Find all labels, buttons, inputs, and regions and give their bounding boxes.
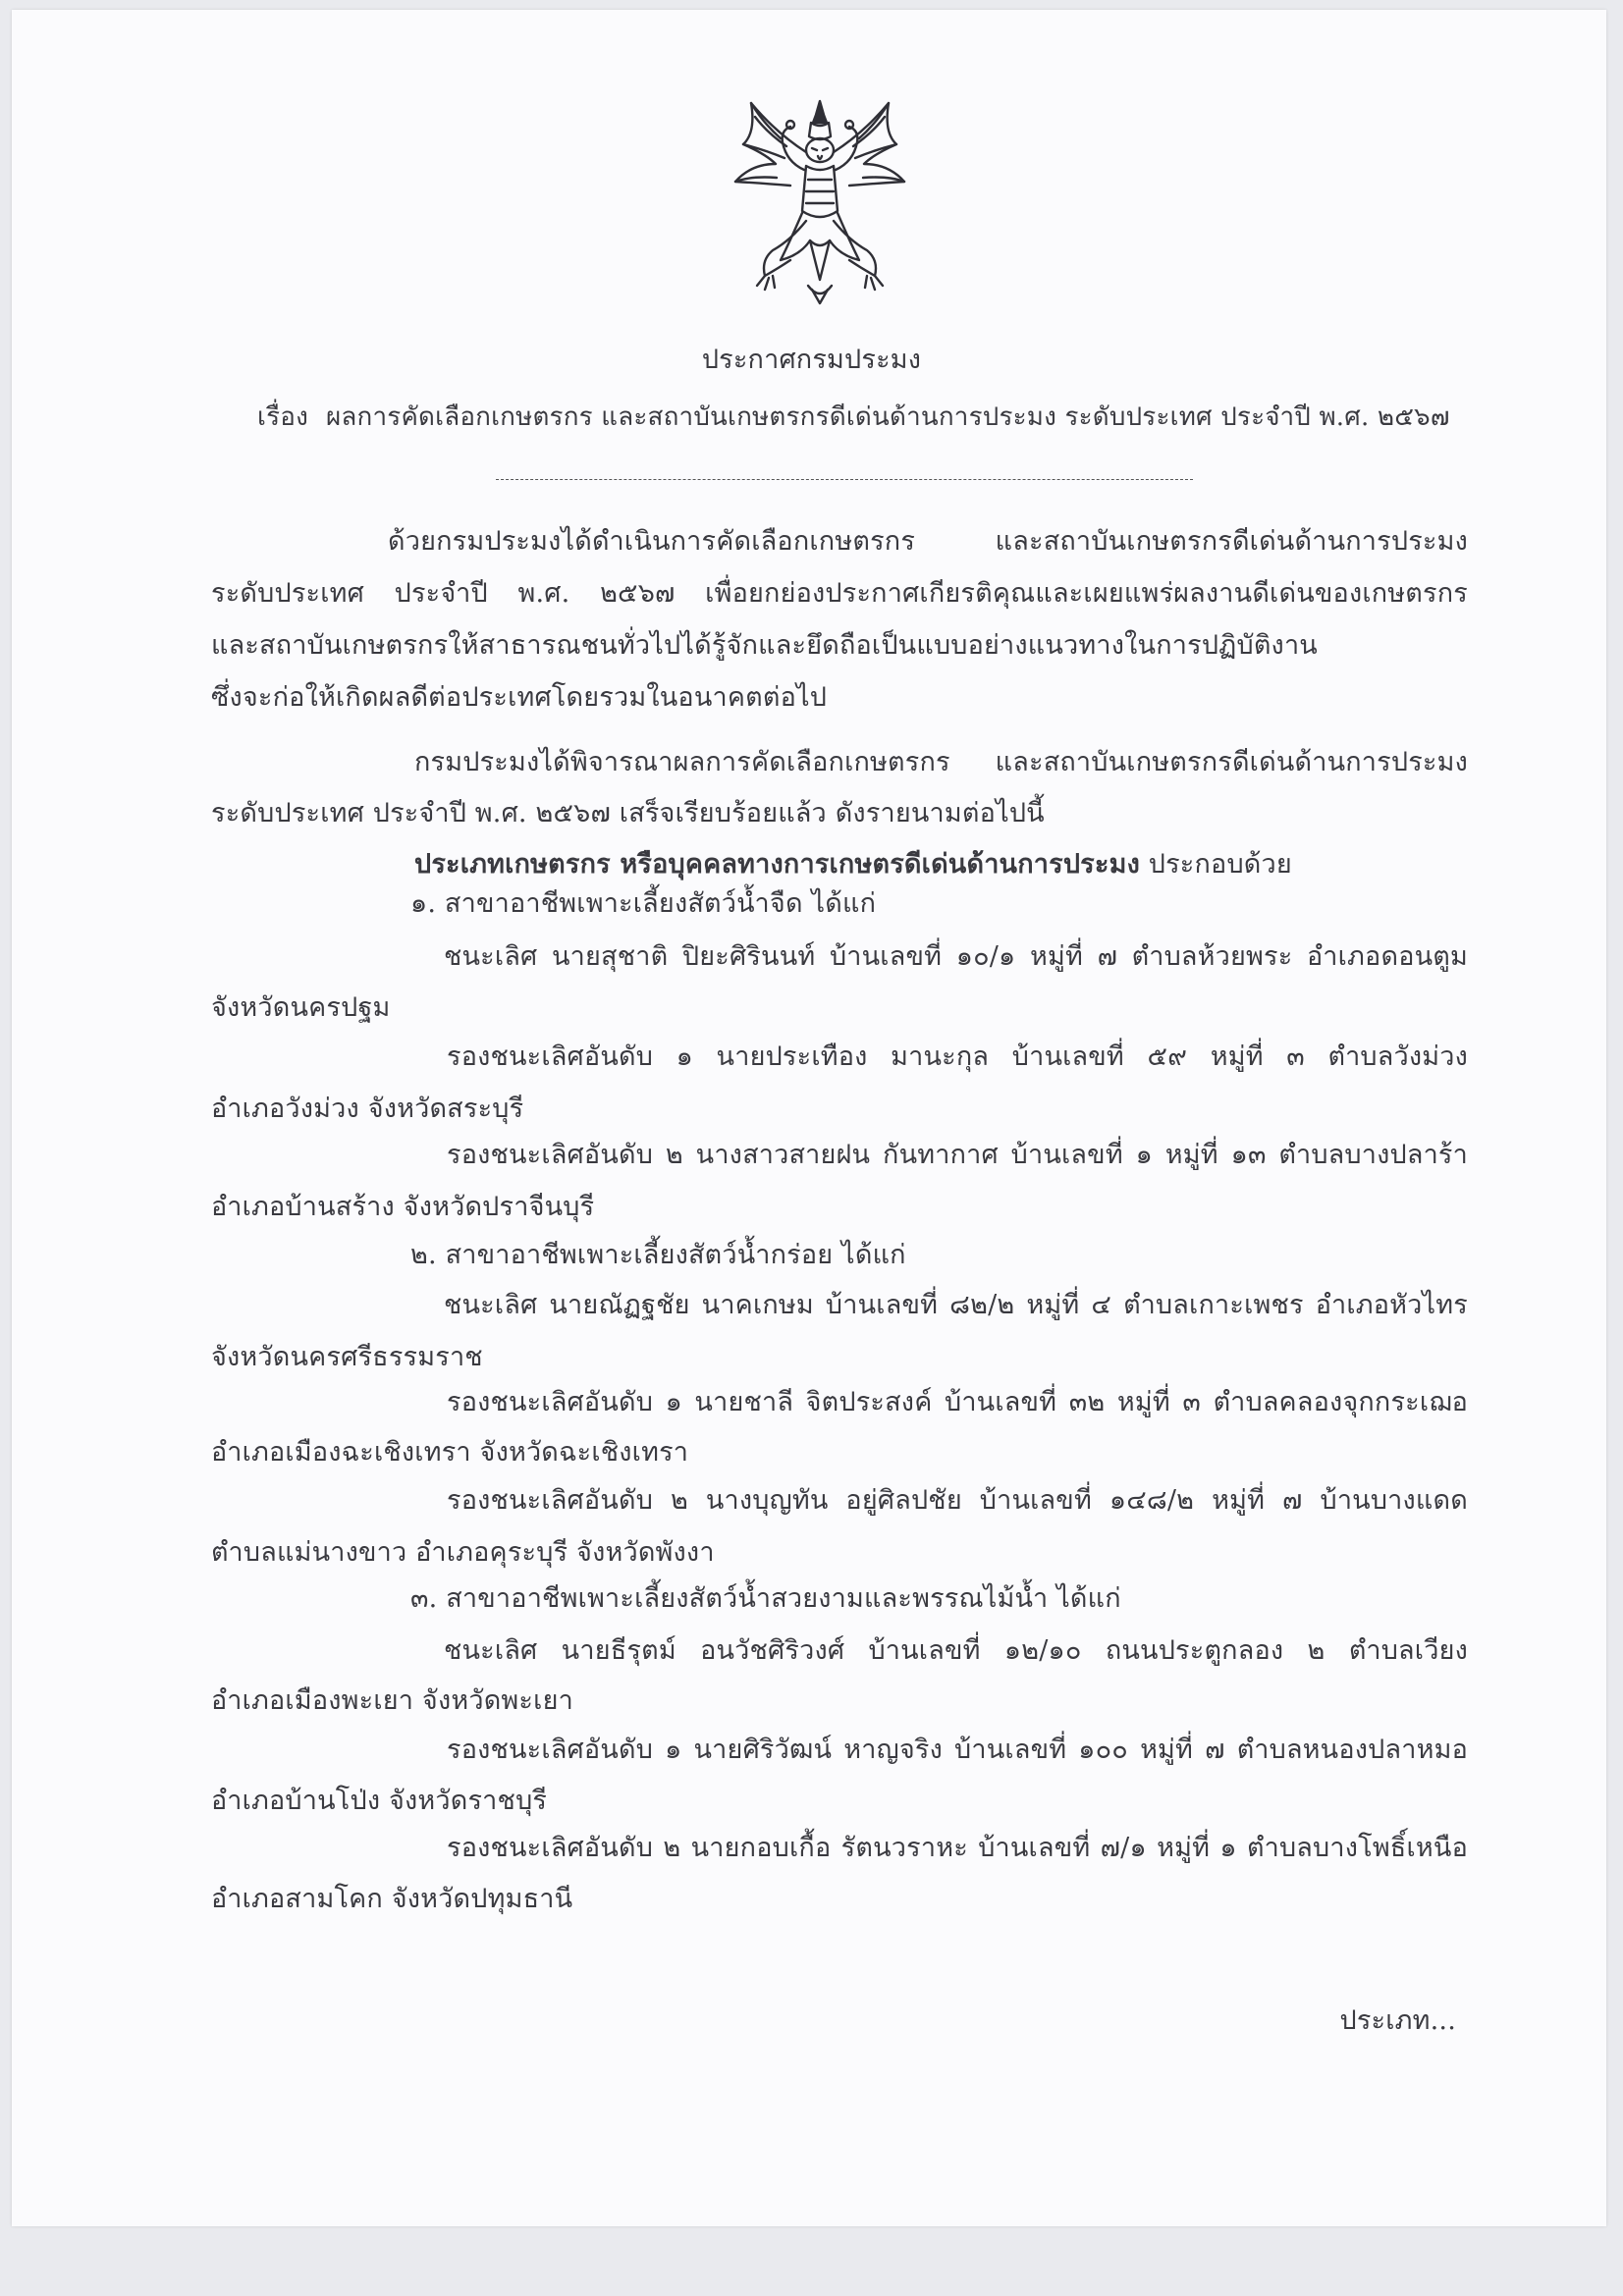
subject-line [257, 400, 1450, 434]
branch-2-award-2-line1: รองชนะเลิศอันดับ ๑ นายชาลี จิตประสงค์ บ้านเลขที่ ๓๒ หมู่ที่ ๓ ตำบลคลองจุกกระเฌอ [447, 1387, 1468, 1417]
branch-1-award-2-line2: อำเภอวังม่วง จังหวัดสระบุรี [211, 1094, 524, 1124]
category-title [414, 848, 1292, 881]
garuda-emblem-icon [722, 93, 918, 309]
branch-1-award-3-line1: รองชนะเลิศอันดับ ๒ นางสาวสายฝน กันทากาศ บ้านเลขที่ ๑ หมู่ที่ ๑๓ ตำบลบางปลาร้า [447, 1140, 1468, 1170]
branch-3-award-1-line1: ชนะเลิศ นายธีรุตม์ อนวัชศิริวงศ์ บ้านเลขที่ ๑๒/๑๐ ถนนประตูกลอง ๒ ตำบลเวียง [444, 1635, 1468, 1666]
subject-text: ผลการคัดเลือกเกษตรกร และสถาบันเกษตรกรดีเด่นด้านการประมง ระดับประเทศ ประจำปี พ.ศ. ๒๕๖๗ [325, 402, 1450, 432]
branch-1-award-1-line1: ชนะเลิศ นายสุชาติ ปิยะศิรินนท์ บ้านเลขที่ ๑๐/๑ หมู่ที่ ๗ ตำบลห้วยพระ อำเภอดอนตูม [444, 941, 1468, 972]
organization-title: ประกาศกรมประมง [701, 345, 922, 375]
branch-3-award-1-line2: อำเภอเมืองพะเยา จังหวัดพะเยา [211, 1685, 573, 1716]
subject-label: เรื่อง [257, 402, 308, 432]
consideration-line-1: กรมประมงได้พิจารณาผลการคัดเลือกเกษตรกร และสถาบันเกษตรกรดีเด่นด้านการประมง [414, 747, 1468, 777]
branch-2-award-2-line2: อำเภอเมืองฉะเชิงเทรา จังหวัดฉะเชิงเทรา [211, 1437, 689, 1468]
branch-2-award-3-line2: ตำบลแม่นางขาว อำเภอคุระบุรี จังหวัดพังงา [211, 1537, 715, 1568]
page-continuation: ประเภท... [1339, 2005, 1456, 2036]
branch-2-award-3-line1: รองชนะเลิศอันดับ ๒ นางบุญทัน อยู่ศิลปชัย บ้านเลขที่ ๑๔๘/๒ หมู่ที่ ๗ บ้านบางแดด [447, 1485, 1468, 1516]
consideration-line-2: ระดับประเทศ ประจำปี พ.ศ. ๒๕๖๗ เสร็จเรียบร้อยแล้ว ดังรายนามต่อไปนี้ [211, 798, 1045, 828]
branch-3-award-3-line2: อำเภอสามโคก จังหวัดปทุมธานี [211, 1884, 573, 1914]
intro-line-4: ซึ่งจะก่อให้เกิดผลดีต่อประเทศโดยรวมในอนาคตต่อไป [211, 682, 828, 713]
branch-1-award-1-line2: จังหวัดนครปฐม [211, 992, 391, 1023]
intro-line-1: ด้วยกรมประมงได้ดำเนินการคัดเลือกเกษตรกร และสถาบันเกษตรกรดีเด่นด้านการประมง [388, 526, 1468, 557]
branch-3-award-2-line1: รองชนะเลิศอันดับ ๑ นายศิริวัฒน์ หาญจริง บ้านเลขที่ ๑๐๐ หมู่ที่ ๗ ตำบลหนองปลาหมอ [447, 1735, 1468, 1765]
branch-1-award-3-line2: อำเภอบ้านสร้าง จังหวัดปราจีนบุรี [211, 1192, 595, 1222]
branch-2-award-1-line2: จังหวัดนครศรีธรรมราช [211, 1342, 483, 1372]
branch-3-heading: ๓. สาขาอาชีพเพาะเลี้ยงสัตว์น้ำสวยงามและพรรณไม้น้ำ ได้แก่ [410, 1583, 1121, 1614]
intro-line-2: ระดับประเทศ ประจำปี พ.ศ. ๒๕๖๗ เพื่อยกย่องประกาศเกียรติคุณและเผยแพร่ผลงานดีเด่นของเกษตรกร [211, 578, 1468, 609]
category-title-suffix: ประกอบด้วย [1148, 849, 1292, 880]
branch-3-award-3-line1: รองชนะเลิศอันดับ ๒ นายกอบเกื้อ รัตนวราหะ บ้านเลขที่ ๗/๑ หมู่ที่ ๑ ตำบลบางโพธิ์เหนือ [447, 1833, 1468, 1863]
branch-2-heading: ๒. สาขาอาชีพเพาะเลี้ยงสัตว์น้ำกร่อย ได้แก่ [410, 1240, 906, 1270]
intro-line-3: และสถาบันเกษตรกรให้สาธารณชนทั่วไปได้รู้จักและยึดถือเป็นแบบอย่างแนวทางในการปฏิบัติงาน [211, 630, 1318, 661]
category-title-bold: ประเภทเกษตรกร หรือบุคคลทางการเกษตรดีเด่นด้านการประมง [414, 849, 1140, 880]
branch-3-award-2-line2: อำเภอบ้านโป่ง จังหวัดราชบุรี [211, 1786, 548, 1816]
branch-1-award-2-line1: รองชนะเลิศอันดับ ๑ นายประเทือง มานะกุล บ้านเลขที่ ๕๙ หมู่ที่ ๓ ตำบลวังม่วง [447, 1041, 1468, 1072]
header-divider [496, 479, 1193, 480]
branch-1-heading: ๑. สาขาอาชีพเพาะเลี้ยงสัตว์น้ำจืด ได้แก่ [410, 888, 877, 919]
branch-2-award-1-line1: ชนะเลิศ นายณัฏฐชัย นาคเกษม บ้านเลขที่ ๘๒/๒ หมู่ที่ ๔ ตำบลเกาะเพชร อำเภอหัวไทร [444, 1290, 1468, 1320]
